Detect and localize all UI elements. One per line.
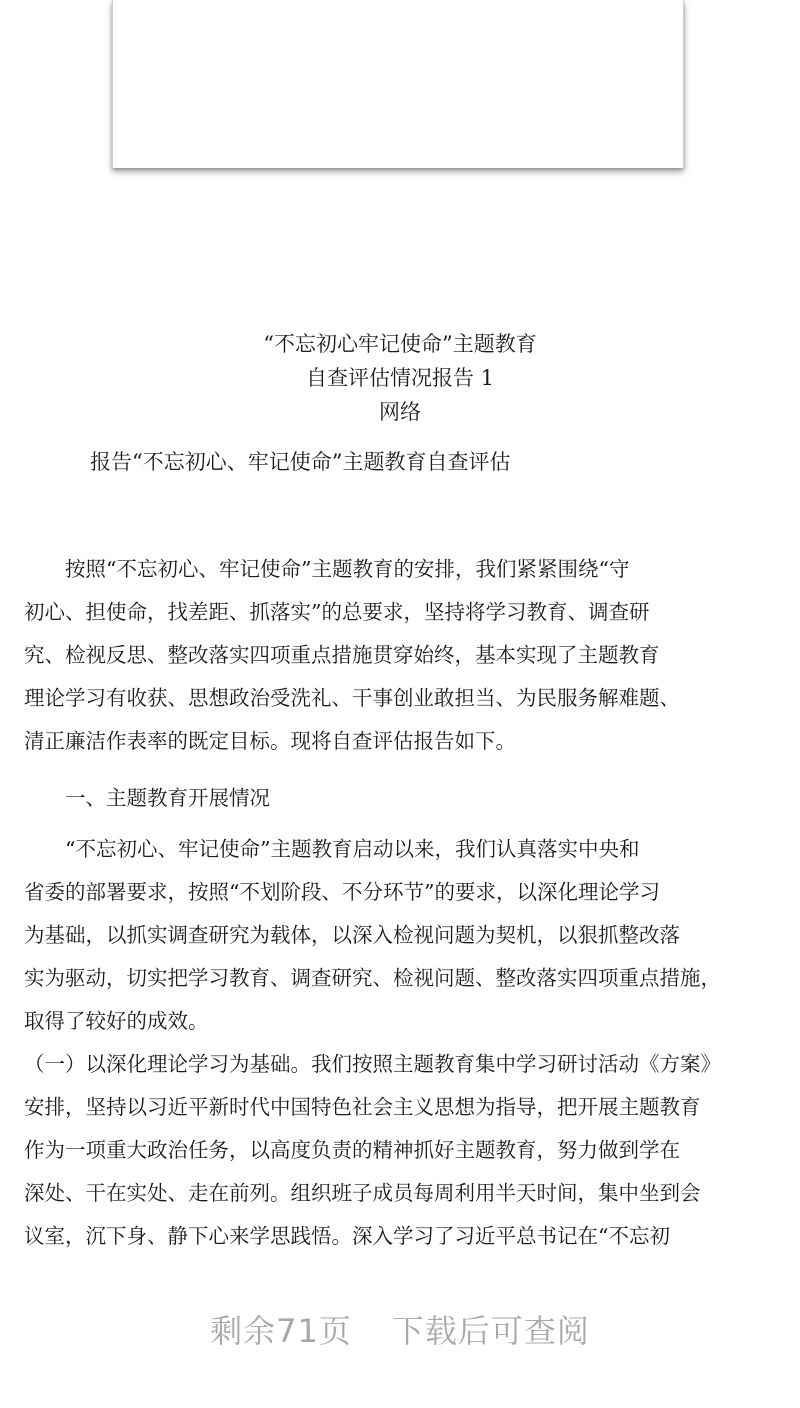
paragraph-overview	[24, 828, 784, 1043]
paragraph-line: 按照“不忘初心、牢记使命”主题教育的安排，我们紧紧围绕“守	[24, 557, 630, 581]
paragraph-intro	[24, 548, 784, 763]
paragraph-line: 理论学习有收获、思想政治受洗礼、干事创业敢担当、为民服务解难题、	[24, 686, 680, 710]
paragraph-line: 省委的部署要求，按照“不划阶段、不分环节”的要求，以深化理论学习	[24, 880, 660, 904]
paragraph-line: 议室，沉下身、静下心来学思践悟。深入学习了习近平总书记在“不忘初	[24, 1224, 670, 1248]
paragraph-line: 清正廉洁作表率的既定目标。现将自查评估报告如下。	[24, 729, 516, 753]
paragraph-line: 实为驱动，切实把学习教育、调查研究、检视问题、整改落实四项重点措施，	[24, 966, 721, 990]
document-title	[0, 327, 800, 429]
paragraph-line: 究、检视反思、整改落实四项重点措施贯穿始终，基本实现了主题教育	[24, 643, 660, 667]
paragraph-line: 作为一项重大政治任务，以高度负责的精神抓好主题教育，努力做到学在	[24, 1138, 680, 1162]
download-to-view-text: 下载后可查阅	[391, 1312, 590, 1350]
title-line-3: 网络	[379, 400, 421, 424]
download-prompt[interactable]	[0, 1306, 800, 1352]
paragraph-line: （一）以深化理论学习为基础。我们按照主题教育集中学习研讨活动《方案》	[24, 1052, 721, 1076]
paragraph-line: 深处、干在实处、走在前列。组织班子成员每周利用半天时间，集中坐到会	[24, 1181, 701, 1205]
paragraph-line: 取得了较好的成效。	[24, 1009, 209, 1033]
previous-page-preview	[112, 0, 684, 168]
title-line-1: “不忘初心牢记使命”主题教育	[263, 332, 537, 356]
paragraph-line: 为基础，以抓实调查研究为载体，以深入检视问题为契机，以狠抓整改落	[24, 923, 680, 947]
remaining-pages-text: 剩余71页	[210, 1312, 352, 1350]
section-heading: 一、主题教育开展情况	[24, 786, 270, 810]
document-subtitle: 报告“不忘初心、牢记使命”主题教育自查评估	[90, 450, 511, 474]
title-line-2: 自查评估情况报告 1	[305, 366, 495, 390]
paragraph-theory-study	[24, 1043, 784, 1258]
paragraph-line: 安排，坚持以习近平新时代中国特色社会主义思想为指导，把开展主题教育	[24, 1095, 701, 1119]
paragraph-line: 初心、担使命，找差距、抓落实”的总要求，坚持将学习教育、调查研	[24, 600, 650, 624]
paragraph-line: “不忘初心、牢记使命”主题教育启动以来，我们认真落实中央和	[24, 837, 640, 861]
